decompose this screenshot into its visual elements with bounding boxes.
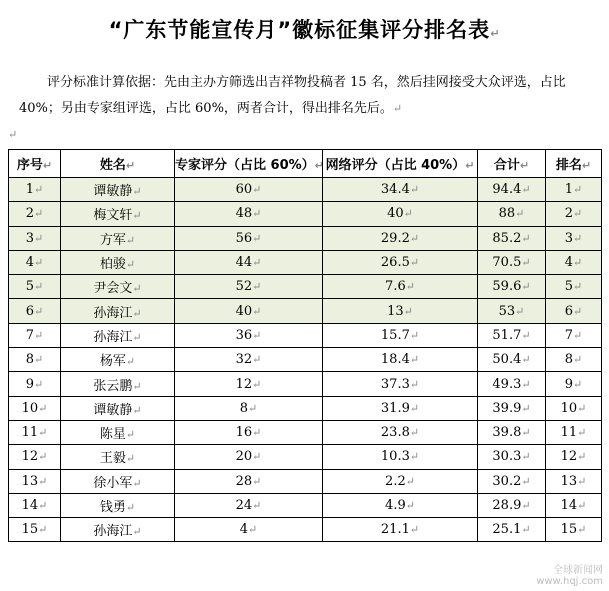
table-row bbox=[9, 445, 602, 469]
paragraph-mark-icon: ↵ bbox=[490, 27, 501, 40]
cell-total: 88↵ bbox=[478, 202, 546, 226]
paragraph-mark-icon: ↵ bbox=[573, 328, 583, 342]
cell-expert-score: 8↵ bbox=[175, 396, 323, 420]
table-row bbox=[9, 323, 602, 347]
cell-expert-score: 24↵ bbox=[175, 493, 323, 517]
cell-no: 3↵ bbox=[9, 226, 61, 250]
header-total: 合计↵ bbox=[478, 150, 546, 178]
cell-online-score: 40↵ bbox=[323, 202, 478, 226]
paragraph-mark-icon: ↵ bbox=[38, 450, 48, 464]
paragraph-mark-icon: ↵ bbox=[125, 258, 136, 272]
table-row bbox=[9, 250, 602, 274]
cell-name: 徐小军↵ bbox=[61, 469, 175, 493]
cell-rank: 1↵ bbox=[546, 178, 602, 202]
cell-rank: 9↵ bbox=[546, 372, 602, 396]
cell-expert-score: 56↵ bbox=[175, 226, 323, 250]
cell-expert-score: 4↵ bbox=[175, 518, 323, 542]
cell-online-score: 4.9↵ bbox=[323, 493, 478, 517]
paragraph-mark-icon: ↵ bbox=[132, 330, 142, 344]
cell-total: 49.3↵ bbox=[478, 372, 546, 396]
cell-rank: 15↵ bbox=[546, 518, 602, 542]
cell-name: 孙海江↵ bbox=[61, 518, 175, 542]
cell-expert-score: 52↵ bbox=[175, 275, 323, 299]
paragraph-mark-icon: ↵ bbox=[252, 377, 262, 391]
paragraph-mark-icon: ↵ bbox=[409, 328, 420, 342]
table-row bbox=[9, 178, 602, 202]
paragraph-mark-icon: ↵ bbox=[38, 401, 48, 415]
paragraph-mark-icon: ↵ bbox=[252, 426, 262, 440]
cell-online-score: 2.2↵ bbox=[323, 469, 478, 493]
paragraph-mark-icon: ↵ bbox=[577, 426, 587, 440]
paragraph-mark-icon: ↵ bbox=[132, 306, 142, 320]
paragraph-mark-icon: ↵ bbox=[521, 474, 531, 488]
paragraph-mark-icon: ↵ bbox=[252, 499, 262, 512]
paragraph-mark-icon: ↵ bbox=[132, 209, 142, 223]
paragraph-mark-icon: ↵ bbox=[125, 501, 136, 514]
table-row bbox=[9, 372, 602, 396]
cell-rank: 8↵ bbox=[546, 348, 602, 372]
paragraph-mark-icon: ↵ bbox=[125, 355, 136, 369]
cell-online-score: 10.3↵ bbox=[323, 445, 478, 469]
cell-no: 9↵ bbox=[9, 372, 61, 396]
paragraph-mark-icon: ↵ bbox=[521, 328, 531, 342]
paragraph-mark-icon: ↵ bbox=[521, 401, 531, 415]
paragraph-mark-icon: ↵ bbox=[252, 183, 262, 197]
paragraph-mark-icon: ↵ bbox=[125, 233, 136, 247]
paragraph-mark-icon: ↵ bbox=[252, 450, 262, 464]
paragraph-mark-icon: ↵ bbox=[573, 207, 583, 221]
document-title bbox=[0, 14, 609, 44]
table-row bbox=[9, 348, 602, 372]
cell-rank: 7↵ bbox=[546, 323, 602, 347]
header-name: 姓名↵ bbox=[61, 150, 175, 178]
paragraph-mark-icon: ↵ bbox=[252, 353, 262, 367]
cell-rank: 11↵ bbox=[546, 420, 602, 444]
cell-expert-score: 60↵ bbox=[175, 178, 323, 202]
watermark-url: www.hqj.com bbox=[536, 576, 603, 587]
cell-online-score: 23.8↵ bbox=[323, 420, 478, 444]
cell-total: 70.5↵ bbox=[478, 250, 546, 274]
cell-name: 孙海江↵ bbox=[61, 299, 175, 323]
site-watermark bbox=[536, 565, 603, 587]
cell-name: 钱勇↵ bbox=[61, 493, 175, 517]
paragraph-mark-icon: ↵ bbox=[38, 474, 48, 488]
paragraph-mark-icon: ↵ bbox=[132, 185, 142, 199]
paragraph-mark-icon: ↵ bbox=[125, 428, 136, 442]
paragraph-mark-icon: ↵ bbox=[521, 377, 531, 391]
title-text: “广东节能宣传月”徽标征集评分排名表 bbox=[108, 18, 491, 42]
cell-rank: 12↵ bbox=[546, 445, 602, 469]
paragraph-mark-icon: ↵ bbox=[248, 401, 258, 415]
cell-total: 51.7↵ bbox=[478, 323, 546, 347]
cell-name: 王毅↵ bbox=[61, 445, 175, 469]
cell-expert-score: 48↵ bbox=[175, 202, 323, 226]
table-row bbox=[9, 469, 602, 493]
paragraph-mark-icon: ↵ bbox=[521, 499, 531, 512]
paragraph-mark-icon: ↵ bbox=[34, 304, 44, 318]
paragraph-mark-icon: ↵ bbox=[248, 523, 258, 537]
cell-rank: 2↵ bbox=[546, 202, 602, 226]
paragraph-mark-icon: ↵ bbox=[132, 525, 142, 539]
paragraph-mark-icon: ↵ bbox=[34, 353, 44, 367]
cell-total: 85.2↵ bbox=[478, 226, 546, 250]
cell-name: 谭敏静↵ bbox=[61, 396, 175, 420]
cell-no: 2↵ bbox=[9, 202, 61, 226]
table-row bbox=[9, 493, 602, 517]
paragraph-mark-icon: ↵ bbox=[409, 256, 420, 270]
cell-no: 14↵ bbox=[9, 493, 61, 517]
cell-name: 柏骏↵ bbox=[61, 250, 175, 274]
paragraph-mark-icon: ↵ bbox=[577, 401, 587, 415]
cell-total: 59.6↵ bbox=[478, 275, 546, 299]
paragraph-mark-icon: ↵ bbox=[409, 231, 420, 245]
description-text: 评分标准计算依据：先由主办方筛选出吉祥物投稿者 15 名，然后挂网接受大众评选，占比 40%；另由专家组评选，占比 60%，两者合计，得出排名先后。 bbox=[19, 75, 566, 116]
cell-name: 梅文轩↵ bbox=[61, 202, 175, 226]
cell-total: 30.2↵ bbox=[478, 469, 546, 493]
paragraph-mark-icon: ↵ bbox=[573, 304, 583, 318]
paragraph-mark-icon: ↵ bbox=[34, 377, 44, 391]
cell-no: 11↵ bbox=[9, 420, 61, 444]
cell-name: 张云鹏↵ bbox=[61, 372, 175, 396]
table-row bbox=[9, 226, 602, 250]
paragraph-mark-icon: ↵ bbox=[252, 256, 262, 270]
cell-online-score: 26.5↵ bbox=[323, 250, 478, 274]
paragraph-mark-icon: ↵ bbox=[577, 499, 587, 512]
paragraph-mark-icon: ↵ bbox=[521, 353, 531, 367]
paragraph-mark-icon: ↵ bbox=[38, 523, 48, 537]
cell-rank: 3↵ bbox=[546, 226, 602, 250]
paragraph-mark-icon: ↵ bbox=[132, 379, 142, 393]
paragraph-mark-icon: ↵ bbox=[38, 426, 48, 440]
paragraph-mark-icon: ↵ bbox=[573, 256, 583, 270]
table-row bbox=[9, 518, 602, 542]
paragraph-mark-icon: ↵ bbox=[521, 256, 531, 270]
paragraph-mark-icon: ↵ bbox=[409, 426, 420, 440]
cell-rank: 6↵ bbox=[546, 299, 602, 323]
table-header-row bbox=[9, 150, 602, 178]
paragraph-mark-icon: ↵ bbox=[573, 280, 583, 294]
cell-rank: 10↵ bbox=[546, 396, 602, 420]
header-no: 序号↵ bbox=[9, 150, 61, 178]
paragraph-mark-icon: ↵ bbox=[409, 353, 420, 367]
cell-no: 10↵ bbox=[9, 396, 61, 420]
paragraph-mark-icon: ↵ bbox=[38, 499, 48, 512]
cell-expert-score: 28↵ bbox=[175, 469, 323, 493]
paragraph-mark-icon: ↵ bbox=[409, 450, 420, 464]
cell-online-score: 37.3↵ bbox=[323, 372, 478, 396]
cell-expert-score: 44↵ bbox=[175, 250, 323, 274]
cell-total: 94.4↵ bbox=[478, 178, 546, 202]
cell-no: 7↵ bbox=[9, 323, 61, 347]
paragraph-mark-icon: ↵ bbox=[521, 183, 531, 197]
cell-expert-score: 20↵ bbox=[175, 445, 323, 469]
table-row bbox=[9, 202, 602, 226]
cell-online-score: 15.7↵ bbox=[323, 323, 478, 347]
paragraph-mark-icon: ↵ bbox=[521, 523, 531, 537]
cell-online-score: 21.1↵ bbox=[323, 518, 478, 542]
paragraph-mark-icon: ↵ bbox=[132, 403, 142, 417]
paragraph-mark-icon: ↵ bbox=[573, 231, 583, 245]
header-expert-score: 专家评分（占比 60%）↵ bbox=[175, 150, 323, 178]
cell-name: 陈星↵ bbox=[61, 420, 175, 444]
cell-no: 8↵ bbox=[9, 348, 61, 372]
paragraph-mark-icon: ↵ bbox=[125, 452, 136, 466]
cell-total: 39.8↵ bbox=[478, 420, 546, 444]
cell-no: 4↵ bbox=[9, 250, 61, 274]
cell-expert-score: 32↵ bbox=[175, 348, 323, 372]
watermark-name: 全球新闻网 bbox=[553, 565, 603, 576]
cell-no: 12↵ bbox=[9, 445, 61, 469]
paragraph-mark-icon: ↵ bbox=[132, 282, 142, 296]
cell-online-score: 31.9↵ bbox=[323, 396, 478, 420]
cell-no: 5↵ bbox=[9, 275, 61, 299]
cell-no: 1↵ bbox=[9, 178, 61, 202]
paragraph-mark-icon: ↵ bbox=[521, 280, 531, 294]
paragraph-mark-icon: ↵ bbox=[34, 207, 44, 221]
paragraph-mark-icon: ↵ bbox=[403, 207, 413, 221]
cell-online-score: 29.2↵ bbox=[323, 226, 478, 250]
cell-total: 39.9↵ bbox=[478, 396, 546, 420]
cell-total: 25.1↵ bbox=[478, 518, 546, 542]
cell-name: 谭敏静↵ bbox=[61, 178, 175, 202]
cell-rank: 14↵ bbox=[546, 493, 602, 517]
cell-expert-score: 16↵ bbox=[175, 420, 323, 444]
paragraph-mark-icon: ↵ bbox=[405, 474, 415, 488]
table-row bbox=[9, 420, 602, 444]
paragraph-mark-icon: ↵ bbox=[34, 280, 44, 294]
cell-online-score: 34.4↵ bbox=[323, 178, 478, 202]
paragraph-mark-icon: ↵ bbox=[409, 377, 420, 391]
header-rank: 排名↵ bbox=[546, 150, 602, 178]
paragraph-mark-icon: ↵ bbox=[409, 523, 420, 537]
paragraph-mark-icon: ↵ bbox=[521, 231, 531, 245]
cell-total: 53↵ bbox=[478, 299, 546, 323]
table-row bbox=[9, 396, 602, 420]
paragraph-mark-icon: ↵ bbox=[573, 183, 583, 197]
cell-no: 13↵ bbox=[9, 469, 61, 493]
cell-name: 孙海江↵ bbox=[61, 323, 175, 347]
cell-expert-score: 36↵ bbox=[175, 323, 323, 347]
paragraph-mark-icon: ↵ bbox=[252, 474, 262, 488]
cell-online-score: 13↵ bbox=[323, 299, 478, 323]
paragraph-mark-icon: ↵ bbox=[409, 183, 420, 197]
paragraph-mark-icon: ↵ bbox=[34, 328, 44, 342]
cell-expert-score: 12↵ bbox=[175, 372, 323, 396]
cell-online-score: 18.4↵ bbox=[323, 348, 478, 372]
paragraph-mark-icon: ↵ bbox=[577, 474, 587, 488]
cell-online-score: 7.6↵ bbox=[323, 275, 478, 299]
cell-name: 尹会文↵ bbox=[61, 275, 175, 299]
paragraph-mark-icon: ↵ bbox=[34, 256, 44, 270]
paragraph-mark-icon: ↵ bbox=[515, 207, 525, 221]
paragraph-mark-icon: ↵ bbox=[405, 280, 415, 294]
table-row bbox=[9, 275, 602, 299]
header-online-score: 网络评分（占比 40%）↵ bbox=[323, 150, 478, 178]
paragraph-mark-icon: ↵ bbox=[405, 499, 415, 512]
paragraph-mark-icon: ↵ bbox=[409, 401, 420, 415]
paragraph-mark-icon: ↵ bbox=[403, 304, 413, 318]
paragraph-mark-icon: ↵ bbox=[392, 102, 403, 115]
cell-total: 28.9↵ bbox=[478, 493, 546, 517]
paragraph-mark-icon: ↵ bbox=[252, 328, 262, 342]
cell-total: 50.4↵ bbox=[478, 348, 546, 372]
paragraph-mark-icon: ↵ bbox=[577, 450, 587, 464]
paragraph-mark-icon: ↵ bbox=[577, 523, 587, 537]
paragraph-mark-icon: ↵ bbox=[515, 304, 525, 318]
paragraph-mark-icon: ↵ bbox=[252, 280, 262, 294]
table-row bbox=[9, 299, 602, 323]
paragraph-mark-icon: ↵ bbox=[252, 304, 262, 318]
scoring-description bbox=[19, 70, 594, 122]
cell-rank: 5↵ bbox=[546, 275, 602, 299]
cell-name: 方军↵ bbox=[61, 226, 175, 250]
cell-rank: 13↵ bbox=[546, 469, 602, 493]
paragraph-mark-icon: ↵ bbox=[521, 450, 531, 464]
cell-name: 杨军↵ bbox=[61, 348, 175, 372]
cell-expert-score: 40↵ bbox=[175, 299, 323, 323]
cell-no: 15↵ bbox=[9, 518, 61, 542]
paragraph-mark-icon: ↵ bbox=[132, 476, 142, 490]
score-ranking-table bbox=[8, 149, 602, 542]
cell-total: 30.3↵ bbox=[478, 445, 546, 469]
cell-rank: 4↵ bbox=[546, 250, 602, 274]
paragraph-mark-icon: ↵ bbox=[8, 128, 18, 141]
cell-no: 6↵ bbox=[9, 299, 61, 323]
paragraph-mark-icon: ↵ bbox=[521, 426, 531, 440]
paragraph-mark-icon: ↵ bbox=[34, 183, 44, 197]
paragraph-mark-icon: ↵ bbox=[573, 377, 583, 391]
paragraph-mark-icon: ↵ bbox=[252, 231, 262, 245]
paragraph-mark-icon: ↵ bbox=[34, 231, 44, 245]
paragraph-mark-icon: ↵ bbox=[573, 353, 583, 367]
paragraph-mark-icon: ↵ bbox=[252, 207, 262, 221]
